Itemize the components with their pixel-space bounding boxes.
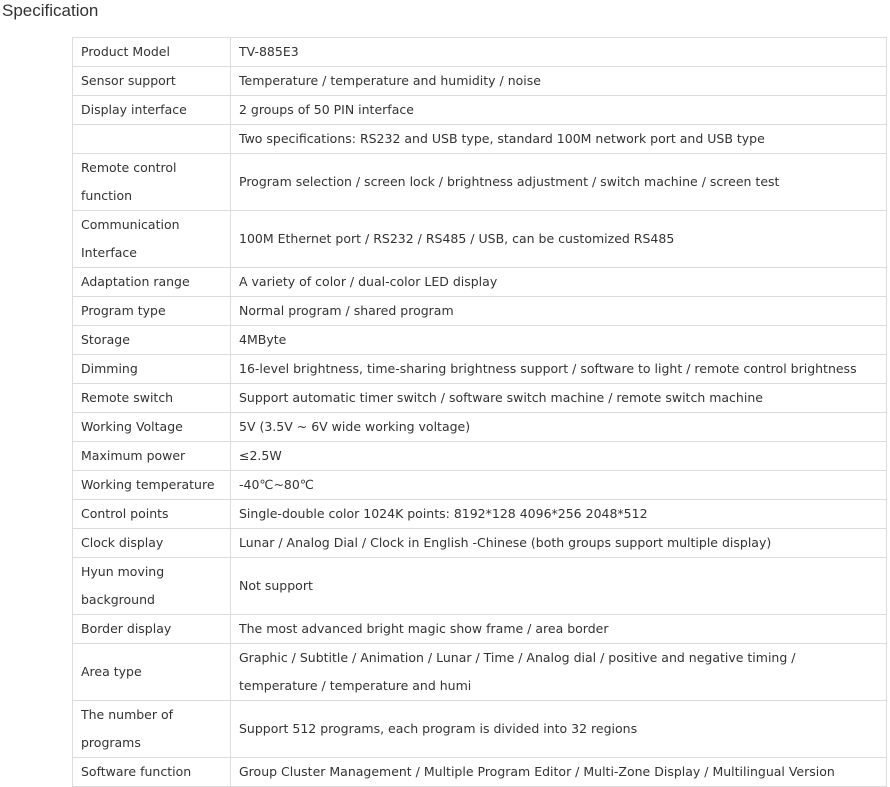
- spec-label: Communication Interface: [73, 211, 231, 268]
- table-row: [73, 67, 887, 96]
- spec-label: Remote switch: [73, 384, 231, 413]
- spec-value: Two specifications: RS232 and USB type, standard 100M network port and USB type: [231, 125, 887, 154]
- spec-value: Lunar / Analog Dial / Clock in English -Chinese (both groups support multiple display): [231, 529, 887, 558]
- spec-value: Group Cluster Management / Multiple Program Editor / Multi-Zone Display / Multilingual Version: [231, 758, 887, 787]
- spec-value: 16-level brightness, time-sharing brightness support / software to light / remote control brightness: [231, 355, 887, 384]
- spec-label: Area type: [73, 644, 231, 701]
- table-row: [73, 442, 887, 471]
- spec-label: Control points: [73, 500, 231, 529]
- spec-value: Temperature / temperature and humidity / noise: [231, 67, 887, 96]
- table-row: [73, 758, 887, 787]
- table-row: [73, 96, 887, 125]
- spec-label: Display interface: [73, 96, 231, 125]
- table-row: [73, 471, 887, 500]
- spec-value: Normal program / shared program: [231, 297, 887, 326]
- table-row: [73, 38, 887, 67]
- spec-label: Working Voltage: [73, 413, 231, 442]
- spec-value: The most advanced bright magic show frame / area border: [231, 615, 887, 644]
- spec-label: Product Model: [73, 38, 231, 67]
- spec-label: Sensor support: [73, 67, 231, 96]
- table-row: [73, 413, 887, 442]
- table-row: [73, 644, 887, 701]
- spec-label: Maximum power: [73, 442, 231, 471]
- spec-value: Support 512 programs, each program is divided into 32 regions: [231, 701, 887, 758]
- specification-table: [72, 37, 887, 787]
- spec-value: A variety of color / dual-color LED display: [231, 268, 887, 297]
- spec-label: Border display: [73, 615, 231, 644]
- spec-value: Single-double color 1024K points: 8192*128 4096*256 2048*512: [231, 500, 887, 529]
- spec-value: 4MByte: [231, 326, 887, 355]
- table-row: [73, 326, 887, 355]
- spec-label: Program type: [73, 297, 231, 326]
- spec-label: Dimming: [73, 355, 231, 384]
- table-row: [73, 154, 887, 211]
- spec-value: Program selection / screen lock / brightness adjustment / switch machine / screen test: [231, 154, 887, 211]
- table-row: [73, 558, 887, 615]
- spec-value: 100M Ethernet port / RS232 / RS485 / USB, can be customized RS485: [231, 211, 887, 268]
- spec-label: Clock display: [73, 529, 231, 558]
- table-row: [73, 125, 887, 154]
- spec-value: ≤2.5W: [231, 442, 887, 471]
- spec-value: -40℃~80℃: [231, 471, 887, 500]
- spec-label: Working temperature: [73, 471, 231, 500]
- table-row: [73, 500, 887, 529]
- table-row: [73, 211, 887, 268]
- spec-value: TV-885E3: [231, 38, 887, 67]
- spec-value: Support automatic timer switch / software switch machine / remote switch machine: [231, 384, 887, 413]
- spec-label: Storage: [73, 326, 231, 355]
- spec-value: 5V (3.5V ~ 6V wide working voltage): [231, 413, 887, 442]
- table-row: [73, 297, 887, 326]
- spec-label: [73, 125, 231, 154]
- table-row: [73, 268, 887, 297]
- spec-value: Not support: [231, 558, 887, 615]
- spec-label: Hyun moving background: [73, 558, 231, 615]
- spec-label: Software function: [73, 758, 231, 787]
- table-row: [73, 529, 887, 558]
- spec-value: 2 groups of 50 PIN interface: [231, 96, 887, 125]
- page-title: Specification: [2, 1, 99, 20]
- table-row: [73, 355, 887, 384]
- table-row: [73, 615, 887, 644]
- spec-value: Graphic / Subtitle / Animation / Lunar / Time / Analog dial / positive and negative timing / temperature / temperature and humi: [231, 644, 887, 701]
- table-row: [73, 384, 887, 413]
- spec-label: Remote control function: [73, 154, 231, 211]
- spec-label: The number of programs: [73, 701, 231, 758]
- table-row: [73, 701, 887, 758]
- spec-label: Adaptation range: [73, 268, 231, 297]
